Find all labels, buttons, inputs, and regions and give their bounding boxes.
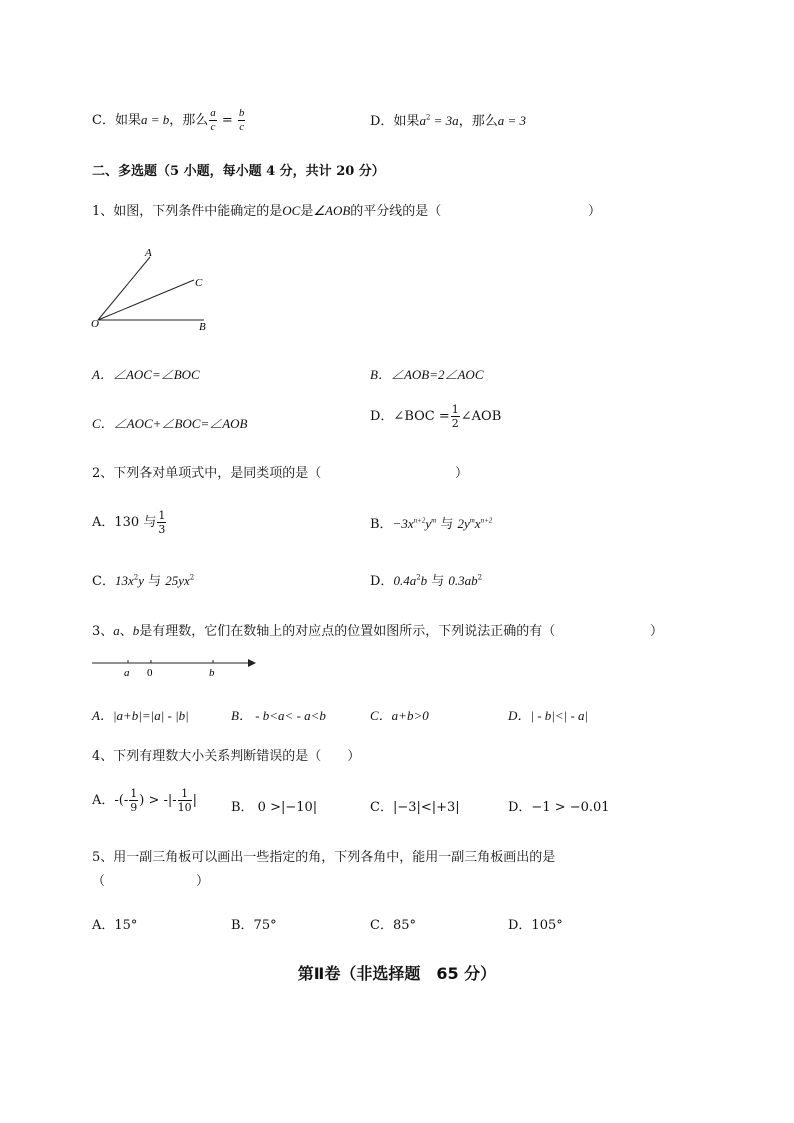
q3-option-c: C．a+b>0 xyxy=(370,708,429,723)
q5-option-b: B．75° xyxy=(231,918,277,933)
axis-label-b: b xyxy=(209,667,215,679)
q3-option-b: B． - b<a< - a<b xyxy=(231,708,326,723)
q5-option-c: C．85° xyxy=(370,918,416,933)
q2-option-d: D．$0.4a^2b$ 与 $0.3ab^2$ xyxy=(370,573,483,589)
q1-option-c: C．∠AOC+∠BOC=∠AOB xyxy=(92,416,248,431)
axis-arrow xyxy=(248,659,256,667)
q5-option-d: D．105° xyxy=(508,918,563,933)
label-b: B xyxy=(199,321,206,333)
angle-figure xyxy=(88,245,218,337)
label-c: C xyxy=(195,277,203,289)
q2-option-a: A．130 与 $\frac{1}{3}$ xyxy=(92,509,166,536)
question-1-blank-close: ） xyxy=(588,204,602,219)
question-3-blank-close: ） xyxy=(650,624,664,639)
q4-option-a: A．-(- $\frac{1}{9}$ ) > -|- $\frac{1}{10}$ | xyxy=(92,787,198,814)
number-line xyxy=(90,652,262,682)
q5-option-a: A．15° xyxy=(92,918,138,933)
q4-option-c: C．|−3|<|+3| xyxy=(370,800,460,815)
ray-oc xyxy=(98,280,194,320)
question-2: 2、下列各对单项式中，是同类项的是（ xyxy=(92,466,322,481)
section-title: 二、多选题（5 小题，每小题 4 分，共计 20 分） xyxy=(92,164,385,179)
part-2-title: 第Ⅱ卷（非选择题 65 分） xyxy=(297,964,497,983)
question-1: 1、如图，下列条件中能确定的是OC是∠AOB的平分线的是（ xyxy=(92,203,442,219)
q1-option-d: D．∠BOC = $\frac{1}{2}$ ∠AOB xyxy=(370,403,502,430)
q4-option-b: B． 0 >|−10| xyxy=(231,800,318,815)
label-o: O xyxy=(91,318,99,330)
q1-option-a: A．∠AOC=∠BOC xyxy=(92,367,200,382)
axis-label-a: a xyxy=(124,667,130,679)
ray-oa xyxy=(98,257,150,320)
q4-option-d: D．−1 > −0.01 xyxy=(508,800,610,815)
axis-label-0: 0 xyxy=(147,667,153,679)
label-a: A xyxy=(145,247,152,259)
q2-option-c: C．$13x^2y$ 与 $25yx^2$ xyxy=(92,573,195,589)
q3-option-a: A．|a+b|=|a| - |b| xyxy=(92,708,189,723)
q1-option-b: B．∠AOB=2∠AOC xyxy=(370,367,484,382)
question-2-blank-close: ） xyxy=(455,466,469,481)
question-3: 3、a、b是有理数，它们在数轴上的对应点的位置如图所示，下列说法正确的有（ xyxy=(92,623,556,639)
q2-option-b: B．$-3x^{n+2}y^m$ 与 $2y^mx^{n+2}$ xyxy=(370,516,493,532)
prev-option-c: C．如果a = b，那么 $\frac{a}{c}$ = $\frac{b}{c}$ xyxy=(92,107,245,133)
fraction: $\frac{a}{c}$ xyxy=(210,107,216,133)
q3-option-d: D．| - b|<| - a| xyxy=(508,708,589,723)
question-4: 4、下列有理数大小关系判断错误的是（ ） xyxy=(92,749,361,764)
fraction: $\frac{1}{10}$ xyxy=(177,787,192,814)
fraction: $\frac{b}{c}$ xyxy=(238,107,245,133)
question-5: 5、用一副三角板可以画出一些指定的角，下列各角中，能用一副三角板画出的是 xyxy=(92,850,556,865)
fraction: $\frac{1}{9}$ xyxy=(130,787,138,814)
prev-option-d: D．如果$a^2 = 3a$，那么a = 3 xyxy=(370,113,526,129)
fraction: $\frac{1}{2}$ xyxy=(451,403,459,430)
question-5-blank: （ ） xyxy=(92,874,210,889)
fraction: $\frac{1}{3}$ xyxy=(158,509,166,536)
